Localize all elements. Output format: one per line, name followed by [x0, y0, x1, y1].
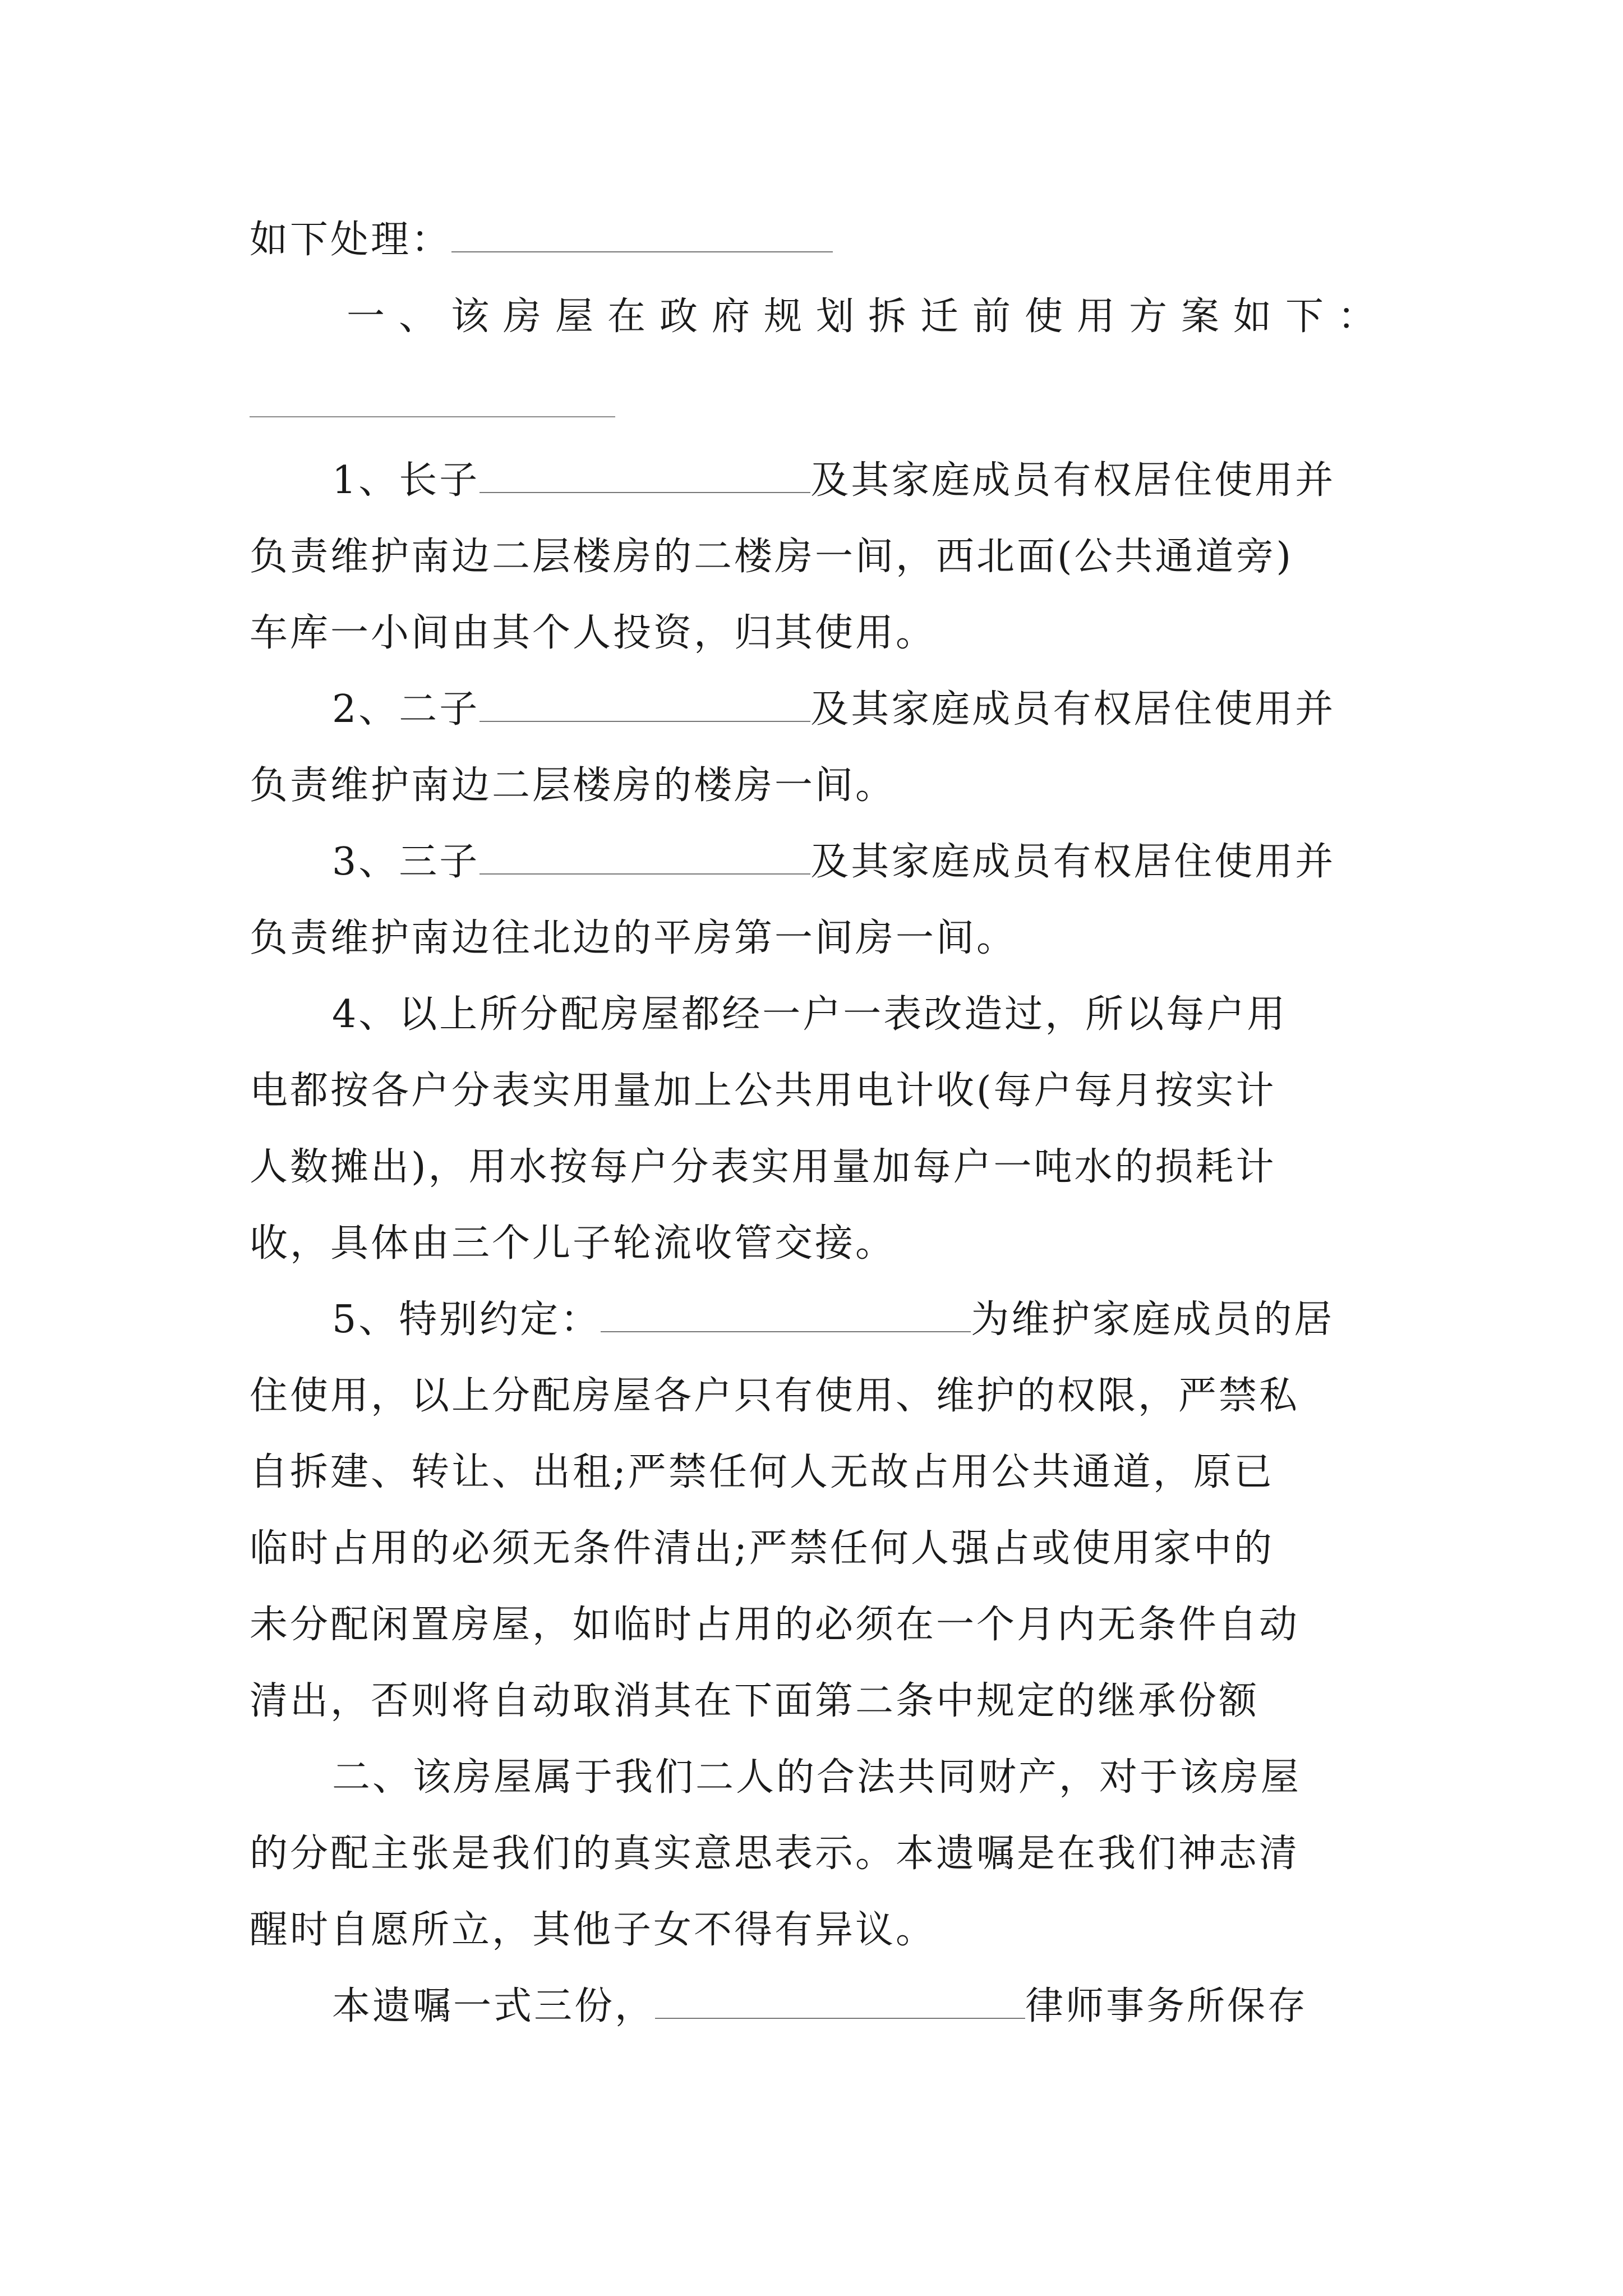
section2-line1: 二、该房屋属于我们二人的合法共同财产，对于该房屋: [332, 1755, 1302, 1800]
item5-line5: 未分配闲置房屋，如临时占用的必须在一个月内无条件自动: [250, 1603, 1300, 1647]
item2-blank: [479, 686, 810, 722]
item1-line3: 车库一小间由其个人投资，归其使用。: [250, 611, 937, 655]
item3-suffix: 及其家庭成员有权居住使用并: [810, 840, 1336, 884]
item1-prefix: 1、长子: [332, 458, 480, 503]
item4-line2: 电都按各户分表实用量加上公共用电计收(每户每月按实计: [250, 1069, 1276, 1113]
item2-prefix: 2、二子: [332, 687, 480, 731]
item1-suffix: 及其家庭成员有权居住使用并: [810, 458, 1336, 503]
item2-suffix: 及其家庭成员有权居住使用并: [810, 687, 1336, 731]
item4-line3: 人数摊出)，用水按每户分表实用量加每户一吨水的损耗计: [250, 1145, 1276, 1189]
item1-blank: [479, 457, 810, 493]
item2-line2: 负责维护南边二层楼房的楼房一间。: [250, 763, 896, 808]
item3-line2: 负责维护南边往北边的平房第一间房一间。: [250, 916, 1017, 960]
section2-line2: 的分配主张是我们的真实意思表示。本遗嘱是在我们神志清: [250, 1832, 1300, 1876]
item4-line1: 4、以上所分配房屋都经一户一表改造过，所以每户用: [332, 992, 1288, 1037]
item1-line1: [332, 455, 1476, 506]
item5-line1: [332, 1295, 1476, 1345]
item3-line1: [332, 837, 1476, 887]
item4-line4: 收，具体由三个儿子轮流收管交接。: [250, 1221, 896, 1266]
intro-line: [250, 215, 1394, 265]
item3-blank: [479, 839, 810, 875]
item5-suffix: 为维护家庭成员的居: [971, 1297, 1335, 1342]
item1-line2: 负责维护南边二层楼房的二楼房一间，西北面(公共通道旁): [250, 535, 1294, 579]
section2-line3: 醒时自愿所立，其他子女不得有异议。: [250, 1908, 937, 1952]
item2-line1: [332, 684, 1476, 735]
item5-line3: 自拆建、转让、出租;严禁任何人无故占用公共通道，原已: [250, 1450, 1274, 1494]
item5-blank: [601, 1296, 971, 1332]
section1-heading: 一、该房屋在政府规划拆迁前使用方案如下：: [347, 295, 1390, 339]
closing-suffix: 律师事务所保存: [1025, 1984, 1308, 2028]
item5-line4: 临时占用的必须无条件清出;严禁任何人强占或使用家中的: [250, 1526, 1274, 1571]
intro-blank: [451, 217, 833, 252]
section1-blank: [250, 416, 615, 417]
item5-line6: 清出，否则将自动取消其在下面第二条中规定的继承份额: [250, 1679, 1260, 1723]
closing-blank: [655, 1983, 1025, 2019]
closing-prefix: 本遗嘱一式三份，: [332, 1984, 656, 2028]
closing-line: [332, 1981, 1476, 2032]
item5-line2: 住使用，以上分配房屋各户只有使用、维护的权限，严禁私: [250, 1374, 1300, 1418]
intro-label: 如下处理：: [250, 218, 452, 262]
item3-prefix: 3、三子: [332, 840, 480, 884]
item5-prefix: 5、特别约定：: [332, 1297, 601, 1342]
